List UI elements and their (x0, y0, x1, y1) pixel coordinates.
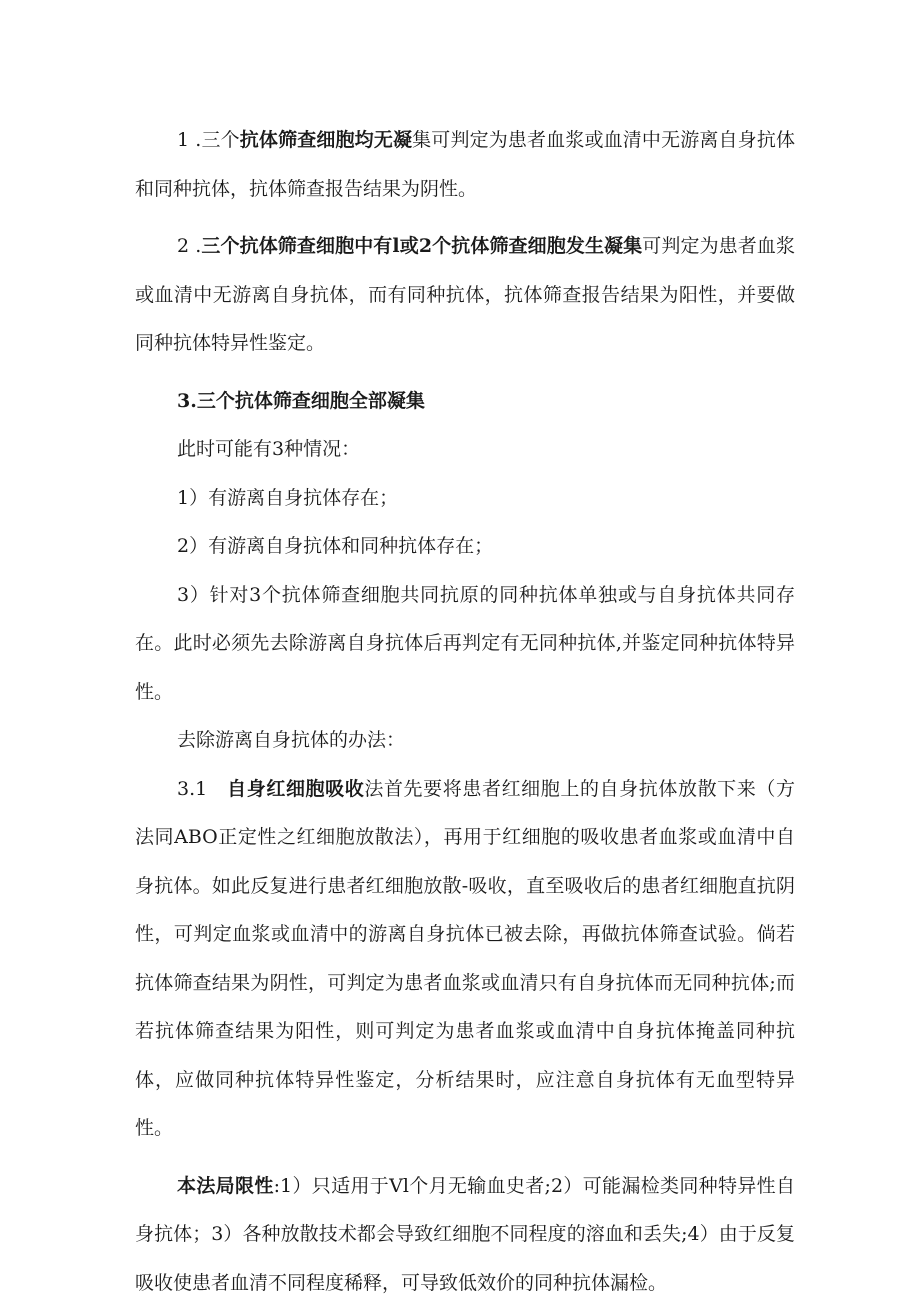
bold-phrase: 三个抗体筛查细胞中有l或2个抗体筛查细胞发生凝集 (201, 235, 642, 257)
item-number: 2 . (177, 235, 201, 257)
document-body (135, 116, 795, 1307)
item-number: 1 . (177, 129, 201, 151)
section-heading-3: 3.三个抗体筛查细胞全部凝集 (135, 377, 795, 426)
bold-phrase: 自身红细胞吸收 (227, 778, 364, 800)
item-number: 3.1 (177, 778, 207, 800)
paragraph-1: 1 .三个抗体筛查细胞均无凝集可判定为患者血浆或血清中无游离自身抗体和同种抗体，抗体筛查报告结果为阴性。 (135, 116, 795, 213)
case-2: 2）有游离自身抗体和同种抗体存在； (135, 522, 795, 571)
bold-phrase: 抗体筛查细胞均无凝 (240, 129, 412, 151)
method-3-1: 3.1 自身红细胞吸收法首先要将患者红细胞上的自身抗体放散下来（方法同ABO正定性之红细胞放散法），再用于红细胞的吸收患者血浆或血清中自身抗体。如此反复进行患者红细胞放散-吸收，直至吸收后的患者红细胞直抗阴性，可判定血浆或血清中的游离自身抗体已被去除，再做抗体筛查试验。倘若抗体筛查结果为阴性，可判定为患者血浆或血清只有自身抗体而无同种抗体;而若抗体筛查结果为阳性，则可判定为患者血浆或血清中自身抗体掩盖同种抗体，应做同种抗体特异性鉴定，分析结果时，应注意自身抗体有无血型特异性。 (135, 765, 795, 1153)
paragraph-intro: 此时可能有3种情况： (135, 425, 795, 474)
case-3: 3）针对3个抗体筛查细胞共同抗原的同种抗体单独或与自身抗体共同存在。此时必须先去除游离自身抗体后再判定有无同种抗体,并鉴定同种抗体特异性。 (135, 571, 795, 717)
bold-phrase: 本法局限性 (177, 1175, 274, 1197)
method-heading: 去除游离自身抗体的办法： (135, 716, 795, 765)
case-1: 1）有游离自身抗体存在； (135, 474, 795, 523)
paragraph-2: 2 .三个抗体筛查细胞中有l或2个抗体筛查细胞发生凝集可判定为患者血浆或血清中无游离自身抗体，而有同种抗体，抗体筛查报告结果为阳性，并要做同种抗体特异性鉴定。 (135, 222, 795, 368)
limitations-paragraph: 本法局限性:1）只适用于Vl个月无输血史者;2）可能漏检类同种特异性自身抗体；3）各种放散技术都会导致红细胞不同程度的溶血和丢失;4）由于反复吸收使患者血清不同程度稀释，可导致低效价的同种抗体漏检。 (135, 1162, 795, 1307)
